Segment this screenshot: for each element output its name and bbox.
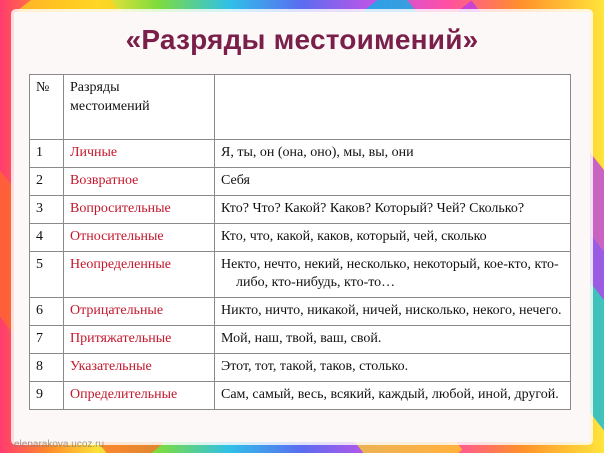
table-row <box>30 223 571 251</box>
row-examples: Некто, нечто, некий, несколько, некоторый, кое-кто, кто-либо, кто-нибудь, кто-то… <box>215 251 571 298</box>
row-kind: Неопределенные <box>64 251 215 298</box>
row-kind: Личные <box>64 140 215 168</box>
table-row <box>30 354 571 382</box>
page-title: «Разряды местоимений» <box>125 24 479 55</box>
row-kind: Вопросительные <box>64 195 215 223</box>
row-examples: Себя <box>215 167 571 195</box>
row-num: 7 <box>30 326 64 354</box>
row-num: 5 <box>30 251 64 298</box>
row-kind: Возвратное <box>64 167 215 195</box>
row-examples: Мой, наш, твой, ваш, свой. <box>215 326 571 354</box>
row-kind: Отрицательные <box>64 298 215 326</box>
table-row <box>30 167 571 195</box>
row-num: 3 <box>30 195 64 223</box>
row-kind: Определительные <box>64 382 215 410</box>
header-kind-label: Разряды местоимений <box>70 80 150 114</box>
header-num: № <box>30 75 64 140</box>
header-kind <box>64 75 215 140</box>
row-examples: Этот, тот, такой, таков, столько. <box>215 354 571 382</box>
table-header-row <box>30 75 571 140</box>
row-examples: Кто, что, какой, каков, который, чей, сколько <box>215 223 571 251</box>
watermark: elenarakova.ucoz.ru <box>14 439 105 450</box>
row-num: 4 <box>30 223 64 251</box>
row-num: 1 <box>30 140 64 168</box>
row-num: 2 <box>30 167 64 195</box>
row-kind: Притяжательные <box>64 326 215 354</box>
table-row <box>30 251 571 298</box>
row-examples: Сам, самый, весь, всякий, каждый, любой, иной, другой. <box>215 382 571 410</box>
table-row <box>30 326 571 354</box>
table-row <box>30 140 571 168</box>
row-kind: Указательные <box>64 354 215 382</box>
pronoun-categories-table <box>29 74 571 410</box>
row-examples: Никто, ничто, никакой, ничей, нисколько, некого, нечего. <box>215 298 571 326</box>
row-examples: Я, ты, он (она, оно), мы, вы, они <box>215 140 571 168</box>
row-kind: Относительные <box>64 223 215 251</box>
row-num: 9 <box>30 382 64 410</box>
table-row <box>30 382 571 410</box>
table-row <box>30 298 571 326</box>
row-num: 8 <box>30 354 64 382</box>
row-num: 6 <box>30 298 64 326</box>
header-examples <box>215 75 571 140</box>
table-row <box>30 195 571 223</box>
row-examples: Кто? Что? Какой? Каков? Который? Чей? Сколько? <box>215 195 571 223</box>
